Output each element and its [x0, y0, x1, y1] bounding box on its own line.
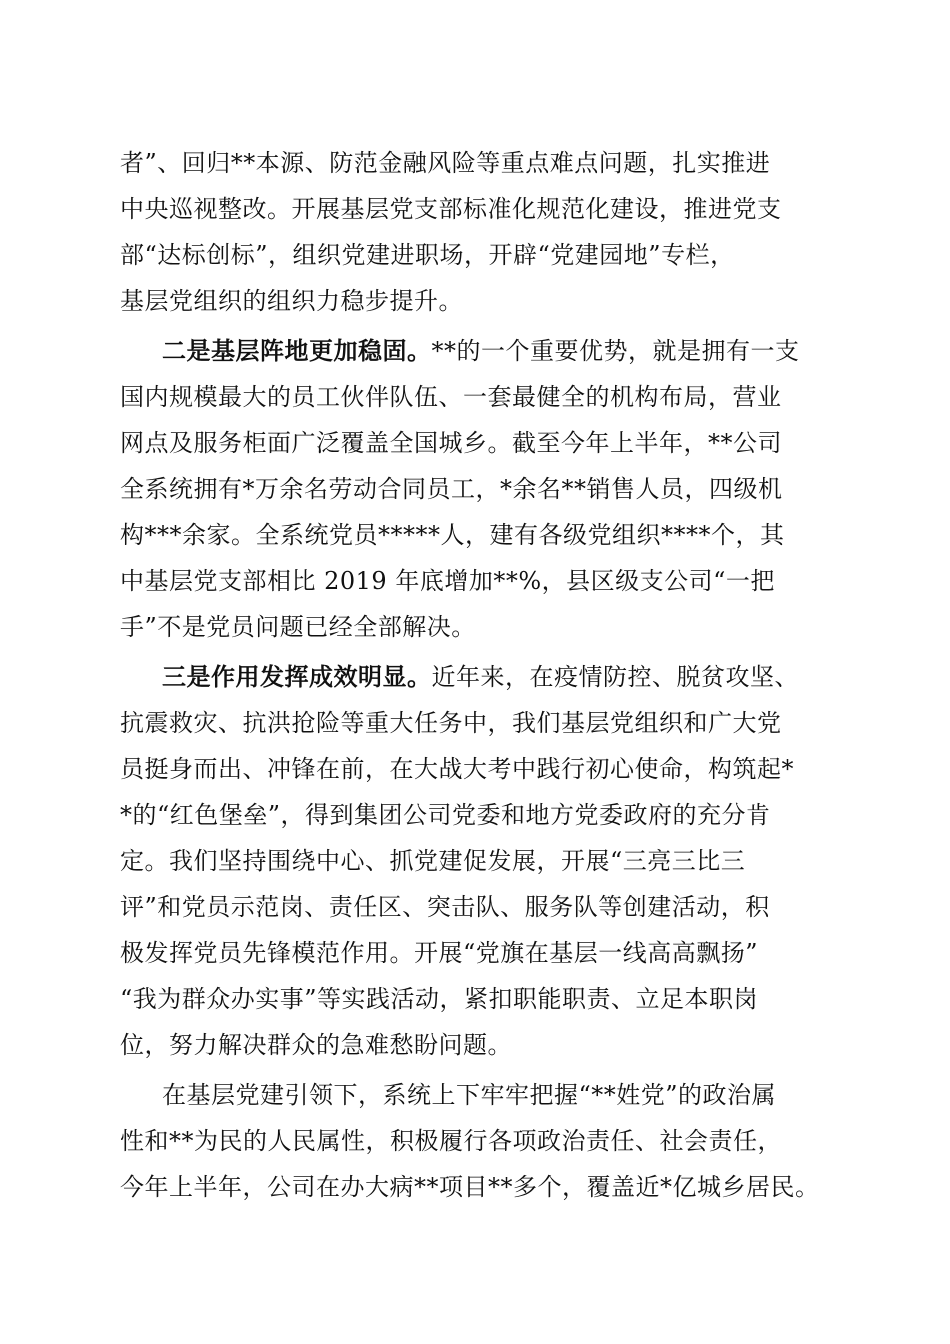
paragraph-3: [120, 654, 840, 1068]
text-line: 构***余家。全系统党员*****人，建有各级党组织****个，其: [120, 521, 785, 549]
text-line: 性和**为民的人民属性，积极履行各项政治责任、社会责任，: [120, 1127, 782, 1155]
text-line: 网点及服务柜面广泛覆盖全国城乡。截至今年上半年，**公司: [120, 429, 782, 457]
text-line: [120, 328, 840, 374]
paragraph-lead: 二是基层阵地更加稳固。: [162, 336, 432, 365]
paragraph-text: 近年来，在疫情防控、脱贫攻坚、: [431, 663, 799, 691]
text-line: 全系统拥有*万余名劳动合同员工，*余名**销售人员，四级机: [120, 475, 783, 503]
paragraph-1: [120, 140, 840, 324]
text-line: 抗震救灾、抗洪抢险等重大任务中，我们基层党组织和广大党: [120, 709, 782, 737]
text-line: 国内规模最大的员工伙伴队伍、一套最健全的机构布局，营业: [120, 383, 782, 411]
paragraph-lead: 三是作用发挥成效明显。: [162, 662, 432, 691]
text-line: 位，努力解决群众的急难愁盼问题。: [120, 1031, 512, 1059]
text-line: “我为群众办实事”等实践活动，紧扣职能职责、立足本职岗: [120, 985, 759, 1013]
text-line: 基层党组织的组织力稳步提升。: [120, 287, 463, 315]
paragraph-4: [120, 1072, 840, 1210]
text-line: 者”、回归**本源、防范金融风险等重点难点问题，扎实推进: [120, 149, 771, 177]
text-line: [120, 654, 840, 700]
text-line: 评”和党员示范岗、责任区、突击队、服务队等创建活动，积: [120, 893, 770, 921]
text-line: 中基层党支部相比 2019 年底增加**%，县区级支公司“一把: [120, 567, 775, 595]
paragraph-text: **的一个重要优势，就是拥有一支: [431, 337, 800, 365]
text-line: 中央巡视整改。开展基层党支部标准化规范化建设，推进党支: [120, 195, 782, 223]
text-line: 部“达标创标”，组织党建进职场，开辟“党建园地”专栏，: [120, 241, 735, 269]
paragraph-2: [120, 328, 840, 650]
text-line: 定。我们坚持围绕中心、抓党建促发展，开展“三亮三比三: [120, 847, 746, 875]
text-line: 员挺身而出、冲锋在前，在大战大考中践行初心使命，构筑起*: [120, 755, 794, 783]
text-line: 极发挥党员先锋模范作用。开展“党旗在基层一线高高飘扬”: [120, 939, 759, 967]
text-line: 手”不是党员问题已经全部解决。: [120, 613, 476, 641]
text-line: 今年上半年，公司在办大病**项目**多个，覆盖近*亿城乡居民。: [120, 1173, 820, 1201]
text-line: *的“红色堡垒”，得到集团公司党委和地方党委政府的充分肯: [120, 801, 771, 829]
document-page: [120, 140, 840, 1210]
text-line: 在基层党建引领下，系统上下牢牢把握“**姓党”的政治属: [162, 1081, 777, 1109]
